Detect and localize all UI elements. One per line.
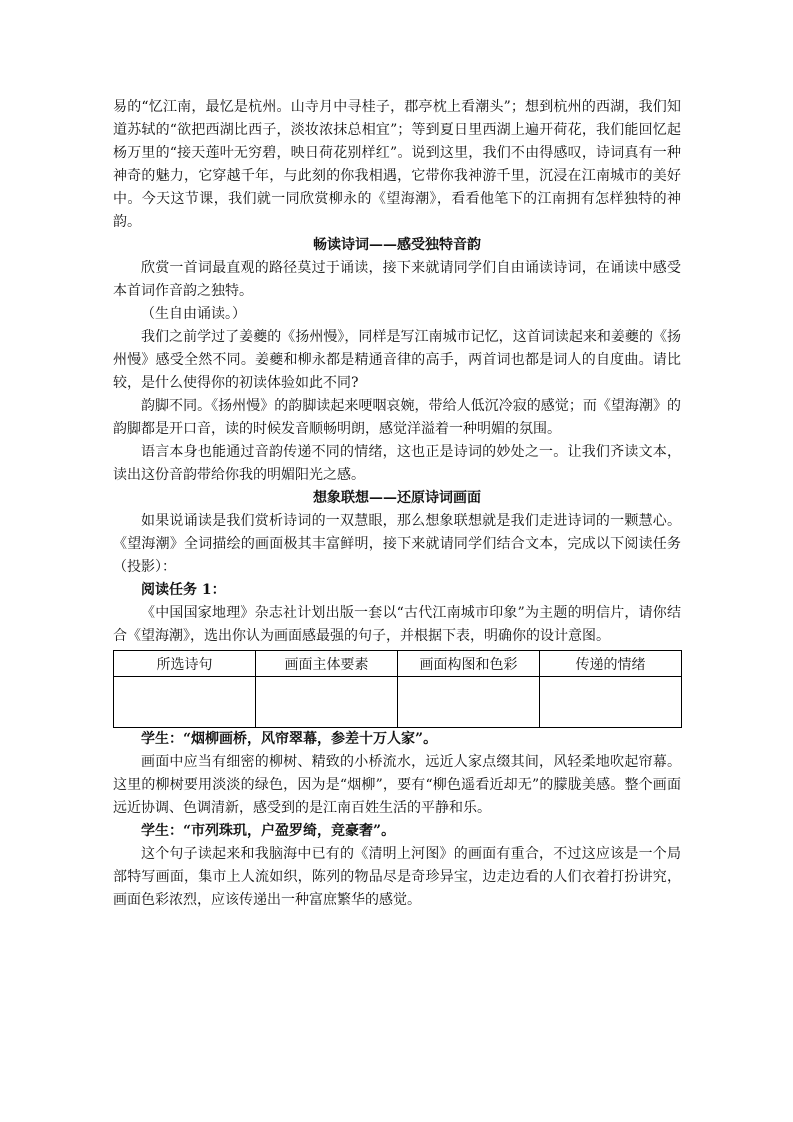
paragraph-rhyme-answer: 韵脚不同。《扬州慢》的韵脚读起来哽咽哀婉，带给人低沉冷寂的感觉；而《望海潮》的韵脚都是开口音，读的时候发音顺畅明朗，感觉洋溢着一种明媚的氛围。 <box>113 398 681 437</box>
paragraph-answer-1-analysis: 画面中应当有细密的柳树、精致的小桥流水，远近人家点缀其间，风轻柔地吹起帘幕。这里的柳树要用淡淡的绿色，因为是“烟柳”，要有“柳色遥看近却无”的朦胧美感。整个画面远近协调、色调清新，感受到的是江南百姓生活的平静和乐。 <box>113 754 681 816</box>
task-title: 阅读任务 1： <box>141 582 226 598</box>
table-row <box>114 677 682 728</box>
paragraph-reading-instruction: 欣赏一首词最直观的路径莫过于诵读，接下来就请同学们自由诵读诗词，在诵读中感受本首词作音韵之独特。 <box>113 260 681 299</box>
table-cell <box>114 677 256 728</box>
paragraph-imagination-intro: 如果说诵读是我们赏析诗词的一双慧眼，那么想象联想就是我们走进诗词的一颗慧心。《望海潮》全词描绘的画面极其丰富鲜明，接下来就请同学们结合文本，完成以下阅读任务（投影）： <box>113 513 681 575</box>
table-cell <box>540 677 682 728</box>
section-heading-reading: 畅读诗词——感受独特音韵 <box>313 237 481 253</box>
table-header-row <box>114 651 682 677</box>
table-header-cell: 传递的情绪 <box>540 651 682 677</box>
paragraph-answer-2-analysis: 这个句子读起来和我脑海中已有的《清明上河图》的画面有重合，不过这应该是一个局部特写画面，集市上人流如织，陈列的物品尽是奇珍异宝，边走边看的人们衣着打扮讲究，画面色彩浓烈，应该传递出一种富庶繁华的感觉。 <box>113 846 681 908</box>
table-header-cell: 所选诗句 <box>114 651 256 677</box>
paragraph-task-description: 《中国国家地理》杂志社计划出版一套以“古代江南城市印象”为主题的明信片，请你结合《望海潮》，选出你认为画面感最强的句子，并根据下表，明确你的设计意图。 <box>113 605 681 644</box>
table-cell <box>398 677 540 728</box>
paragraph-read-together: 语言本身也能通过音韵传递不同的情绪，这也正是诗词的妙处之一。让我们齐读文本，读出这份音韵带给你我的明媚阳光之感。 <box>113 444 681 483</box>
student-answer-2: 学生：“市列珠玑，户盈罗绮，竞豪奢”。 <box>141 823 396 839</box>
table-header-cell: 画面主体要素 <box>256 651 398 677</box>
table-header-cell: 画面构图和色彩 <box>398 651 540 677</box>
student-answer-1: 学生：“烟柳画桥，风帘翠幕，参差十万人家”。 <box>141 731 438 747</box>
document-page <box>113 96 681 912</box>
table-cell <box>256 677 398 728</box>
paragraph-comparison-question: 我们之前学过了姜夔的《扬州慢》，同样是写江南城市记忆，这首词读起来和姜夔的《扬州慢》感受全然不同。姜夔和柳永都是精通音律的高手，两首词也都是词人的自度曲。请比较，是什么使得你的初读体验如此不同? <box>113 329 681 391</box>
design-intent-table <box>113 650 682 728</box>
section-heading-imagination: 想象联想——还原诗词画面 <box>313 490 481 506</box>
paragraph-stage-direction: （生自由诵读。） <box>141 306 246 322</box>
paragraph-intro: 易的“忆江南，最忆是杭州。山寺月中寻桂子，郡亭枕上看潮头”；想到杭州的西湖，我们知道苏轼的“欲把西湖比西子，淡妆浓抹总相宜”；等到夏日里西湖上遍开荷花，我们能回忆起杨万里的“接天莲叶无穷碧，映日荷花别样红”。说到这里，我们不由得感叹，诗词真有一种神奇的魅力，它穿越千年，与此刻的你我相遇，它带你我神游千里，沉浸在江南城市的美好中。今天这节课，我们就一同欣赏柳永的《望海潮》，看看他笔下的江南拥有怎样独特的神韵。 <box>113 99 681 230</box>
